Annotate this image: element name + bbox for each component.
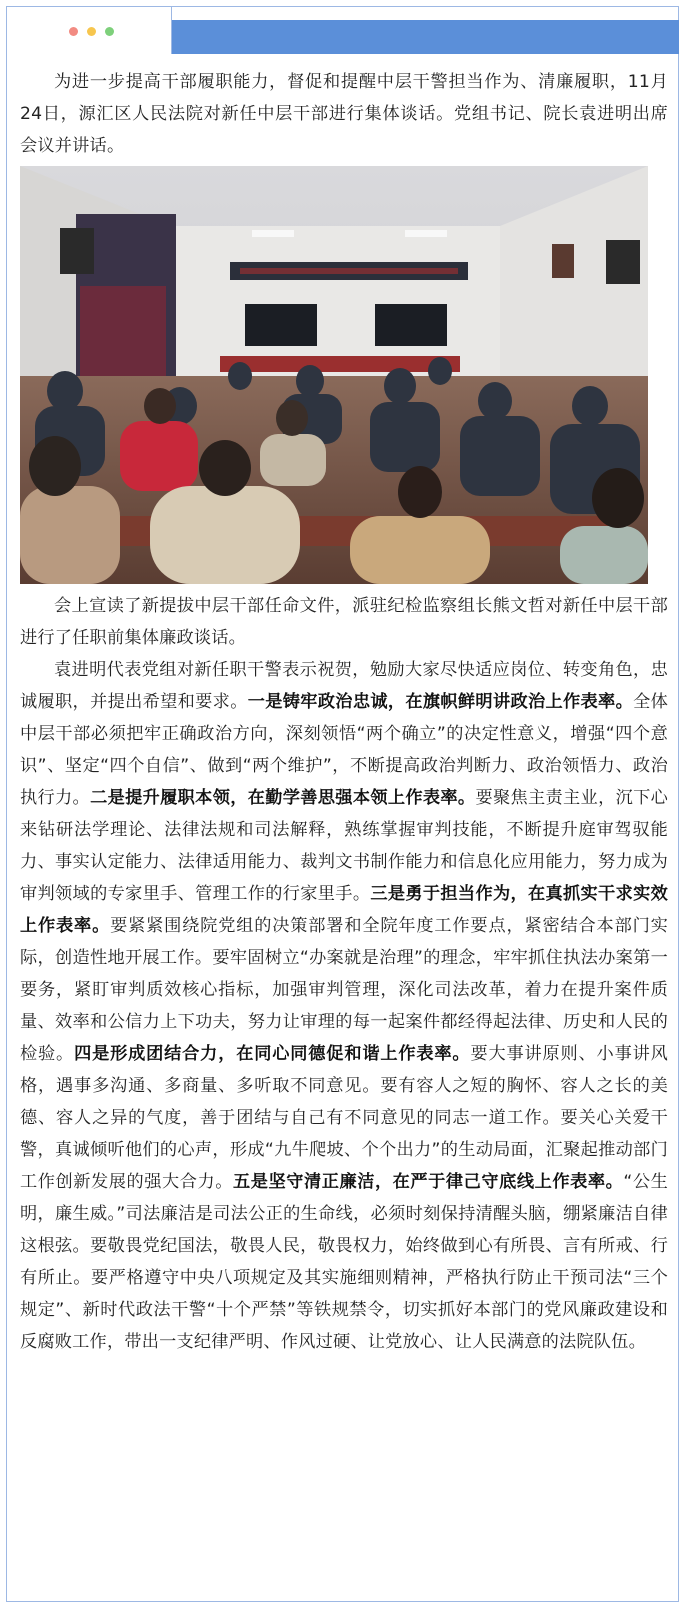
yellow-dot-icon (87, 27, 96, 36)
meeting-photo (20, 166, 648, 584)
point-two-heading: 二是提升履职本领，在勤学善思强本领上作表率。 (90, 788, 476, 808)
green-dot-icon (105, 27, 114, 36)
speech-paragraph (20, 654, 668, 1358)
speech-text-4: 要紧紧围绕院党组的决策部署和全院年度工作要点，紧密结合本部门实际，创造性地开展工作。要牢固树立“办案就是治理”的理念，牢牢抓住执法办案第一要务，紧盯审判质效核心指标，加强审判管理，深化司法改革，着力在提升案件质量、效率和公信力上下功夫，努力让审理的每一起案件都经得起法律、历史和人民的检验。 (20, 916, 668, 1064)
speech-text-3: 要聚焦主责主业，沉下心来钻研法学理论、法律法规和司法解释，熟练掌握审判技能，不断提升庭审驾驭能力、事实认定能力、法律适用能力、裁判文书制作能力和信息化应用能力，努力成为审判领域的专家里手、管理工作的行家里手。 (20, 788, 669, 904)
point-four-heading: 四是形成团结合力，在同心同德促和谐上作表率。 (74, 1044, 471, 1064)
speech-text-5: 要大事讲原则、小事讲风格，遇事多沟通、多商量、多听取不同意见。要有容人之短的胸怀、容人之长的美德、容人之异的气度，善于团结与自己有不同意见的同志一道工作。要关心关爱干警，真诚倾听他们的心声，形成“九牛爬坡、个个出力”的生动局面，汇聚起推动部门工作创新发展的强大合力。 (20, 1044, 668, 1192)
point-one-heading: 一是铸牢政治忠诚，在旗帜鲜明讲政治上作表率。 (247, 692, 634, 712)
intro-paragraph: 为进一步提高干部履职能力，督促和提醒中层干警担当作为、清廉履职，11月24日，源汇区人民法院对新任中层干部进行集体谈话。党组书记、院长袁进明出席会议并讲话。 (20, 72, 668, 156)
speech-text-1: 袁进明代表党组对新任职干警表示祝贺，勉励大家尽快适应岗位、转变角色，忠诚履职，并提出希望和要求。 (20, 660, 668, 712)
point-three-heading: 三是勇于担当作为，在真抓实干求实效上作表率。 (20, 884, 668, 936)
speech-text-6: “公生明，廉生威。”司法廉洁是司法公正的生命线，必须时刻保持清醒头脑，绷紧廉洁自律这根弦。要敬畏党纪国法，敬畏人民，敬畏权力，始终做到心有所畏、言有所戒、行有所止。要严格遵守中央八项规定及其实施细则精神，严格执行防止干预司法“三个规定”、新时代政法干警“十个严禁”等铁规禁令，切实抓好本部门的党风廉政建设和反腐败工作，带出一支纪律严明、作风过硬、让党放心、让人民满意的法院队伍。 (20, 1172, 669, 1352)
red-dot-icon (69, 27, 78, 36)
announcement-paragraph: 会上宣读了新提拔中层干部任命文件，派驻纪检监察组长熊文哲对新任中层干部进行了任职前集体廉政谈话。 (20, 596, 668, 648)
window-tab (6, 6, 172, 54)
article-body (20, 66, 668, 1358)
point-five-heading: 五是坚守清正廉洁，在严于律己守底线上作表率。 (232, 1172, 624, 1192)
header-bar (172, 20, 679, 54)
speech-text-2: 全体中层干部必须把牢正确政治方向，深刻领悟“两个确立”的决定性意义，增强“四个意识”、坚定“四个自信”、做到“两个维护”，不断提高政治判断力、政治领悟力、政治执行力。 (20, 692, 668, 808)
